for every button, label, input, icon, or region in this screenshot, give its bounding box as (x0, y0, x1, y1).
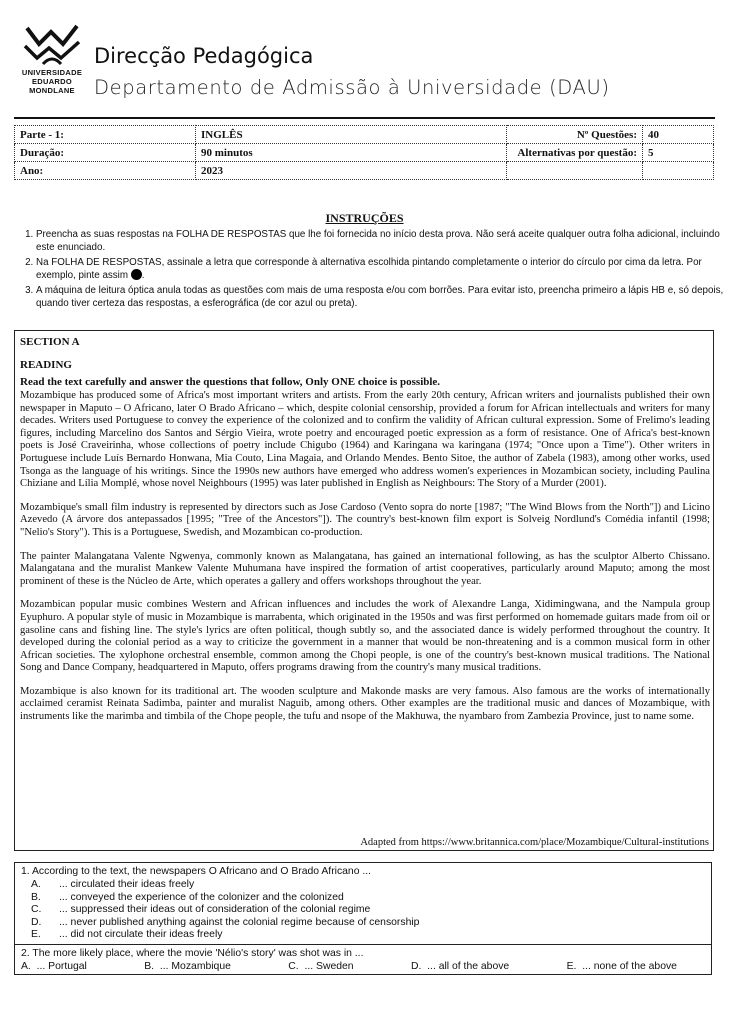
alternatives-value: 5 (643, 144, 714, 162)
option-d: D. ... all of the above (410, 960, 510, 972)
passage-paragraph: The painter Malangatana Valente Ngwenya, commonly known as Malangatana, has gained an international following, as has the sculptor Alberto Chissano. Malangatana and the muralist Mankew Valente Muhumana have inspired the formation of artist cooperatives, particularly around Maputo; among the most prominent of these is the Núcleo de Arte, which operates a gallery and offers workshops throughout the year. (20, 550, 710, 587)
part-value: INGLÊS (196, 126, 507, 144)
university-name-line-1: UNIVERSIDADE (21, 68, 83, 77)
question-stem: The more likely place, where the movie 'Nélio's story' was shot was in ... (32, 947, 364, 959)
passage-paragraph: Mozambican popular music combines Western and African influences and includes the work of Alexandre Langa, Xidimingwana, and the Nampula group Eyuphuro. A popular style of music in Mozambique is marrabenta, which originated in the 1950s and was first performed on homemade guitars made from oil or gasoline cans and fishing line. The style's lyrics are often political, though subtly so, and the associated dance is widely performed throughout the country. It developed during the colonial period as a way to criticize the government in a manner that would be non-threatening and is a common musical form in other African societies. The xylophone orchestral ensemble, common among the Chopi people, is one of the country's best-known musical traditions. The National Song and Dance Company, headquartered in Maputo, offers programs drawing from the country's many musical traditions. (20, 599, 710, 674)
department-title: Departamento de Admissão à Universidade (DAU) (94, 76, 610, 99)
question-1 (14, 862, 712, 945)
option-c: C. ... suppressed their ideas out of consideration of the colonial regime (31, 904, 371, 915)
reading-passage (20, 390, 710, 735)
questions-value: 40 (643, 126, 714, 144)
question-stem: According to the text, the newspapers O Africano and O Brado Africano ... (32, 866, 372, 877)
section-title: SECTION A (20, 336, 80, 348)
alternatives-label: Alternativas por questão: (507, 144, 643, 162)
option-d: D. ... never published anything against the colonial regime because of censorship (31, 916, 420, 928)
section-a-box (14, 330, 714, 851)
duration-label: Duração: (15, 144, 196, 162)
exam-info-table (14, 125, 714, 180)
option-e: E. ... did not circulate their ideas freely (31, 929, 223, 940)
instruction-item: 1. Preencha as suas respostas na FOLHA DE RESPOSTAS que lhe foi fornecida no início desta prova. Não será aceite qualquer outra folha adicional, incluindo este enunciado. (36, 228, 728, 254)
passage-paragraph: Mozambique is also known for its traditional art. The wooden sculpture and Makonde masks are very famous. Also famous are the works of internationally acclaimed ceramist Reinata Sadimba, painter and muralist Naguib, among others. Other examples are the traditional music and dances of Mozambique, with instruments like the marimba and timbila of the Chope people, the tufu and nsope of the Makhuwa, the nyambaro from Zambezia Province, just to name some. (20, 685, 710, 723)
question-number: 2. (21, 947, 30, 959)
option-a: A. ... Portugal (21, 960, 87, 972)
university-name-line-3: MONDLANE (29, 86, 75, 95)
duration-value: 90 minutos (196, 144, 507, 162)
year-value: 2023 (196, 162, 507, 180)
question-2 (14, 945, 712, 975)
option-e: E. ... none of the above (566, 960, 677, 972)
questions-box (14, 862, 712, 975)
passage-paragraph: Mozambique has produced some of Africa's most important writers and artists. From the early 20th century, African writers and journalists published their own newspaper in Maputo – O Africano, later O Brado Africano – which, despite colonial censorship, provided a forum for African intellectuals and writers for many decades. Writers used Portuguese to convey the experience of the colonized and to confirm the validity of African cultural expression. Some of Frelimo's leading figures, including Marcelino dos Santos and Sérgio Vieira, wrote poetry and encouraged poetic expression as a form of resistance. One of Africa's best-known poets is José Craveirinha, whose collections of poetry include Chigubo (1964) and Karingana wa karingana (1974; "Once upon a Time"). Other writers in Portuguese include Luís Bernardo Honwana, Mia Couto, Lina Magaia, and Orlando Mendes. Bento Sitoe, the author of Zabela (1983), among other works, used Tsonga as the language of his writings. Since the 1990s new authors have emerged who address women's experiences in Mozambican society, including Paulina Chiziane and Lília Momplé, whose novel Neighbours (1995) was later published in English as Neighbours: The Story of a Murder (2001). (20, 390, 710, 490)
uem-emblem-icon (21, 24, 83, 68)
questions-label: Nº Questões: (507, 126, 643, 144)
option-b: B. ... Mozambique (144, 960, 231, 972)
option-a: A. ... circulated their ideas freely (31, 879, 195, 890)
empty-cell (507, 162, 643, 180)
option-c: C. ... Sweden (288, 960, 354, 972)
instructions-list (18, 228, 728, 312)
source-citation: Adapted from https://www.britannica.com/place/Mozambique/Cultural-institutions (360, 837, 709, 848)
instructions-title: INSTRUÇÕES (325, 211, 404, 225)
question-number: 1. (21, 866, 30, 877)
header-rule (14, 117, 715, 119)
instruction-item: 2. Na FOLHA DE RESPOSTAS, assinale a letra que corresponde à alternativa escolhida pintando completamente o interior do círculo por cima da letra. Por exemplo, pinte assim . (36, 256, 728, 282)
filled-circle-icon (131, 269, 142, 280)
directorate-title: Direcção Pedagógica (94, 44, 314, 68)
year-label: Ano: (15, 162, 196, 180)
option-b: B. ... conveyed the experience of the colonizer and the colonized (31, 891, 344, 903)
section-subtitle: READING (20, 359, 72, 371)
reading-instruction: Read the text carefully and answer the questions that follow, Only ONE choice is possible. (20, 376, 441, 388)
university-name-line-2: EDUARDO (31, 77, 73, 86)
passage-paragraph: Mozambique's small film industry is represented by directors such as Jose Cardoso (Vento sopra do norte [1987; "The Wind Blows from the North"]) and Licino Azevedo (A árvore dos antepassados [1995; "Tree of the Ancestors"]). The country's best-known film export is Solveig Nordlund's Comédia infantil (1998; "Nelio's Story"). This is a Portuguese, Swedish, and Mozambican co-production. (20, 501, 710, 538)
university-logo (14, 24, 90, 95)
part-label: Parte - 1: (15, 126, 196, 144)
empty-cell (643, 162, 714, 180)
instruction-item: 3. A máquina de leitura óptica anula todas as questões com mais de uma resposta e/ou com borrões. Para evitar isto, preencha primeiro a lápis HB e, só depois, quando tiver certeza das respostas, a esferográfica (de cor azul ou preta). (36, 284, 728, 310)
